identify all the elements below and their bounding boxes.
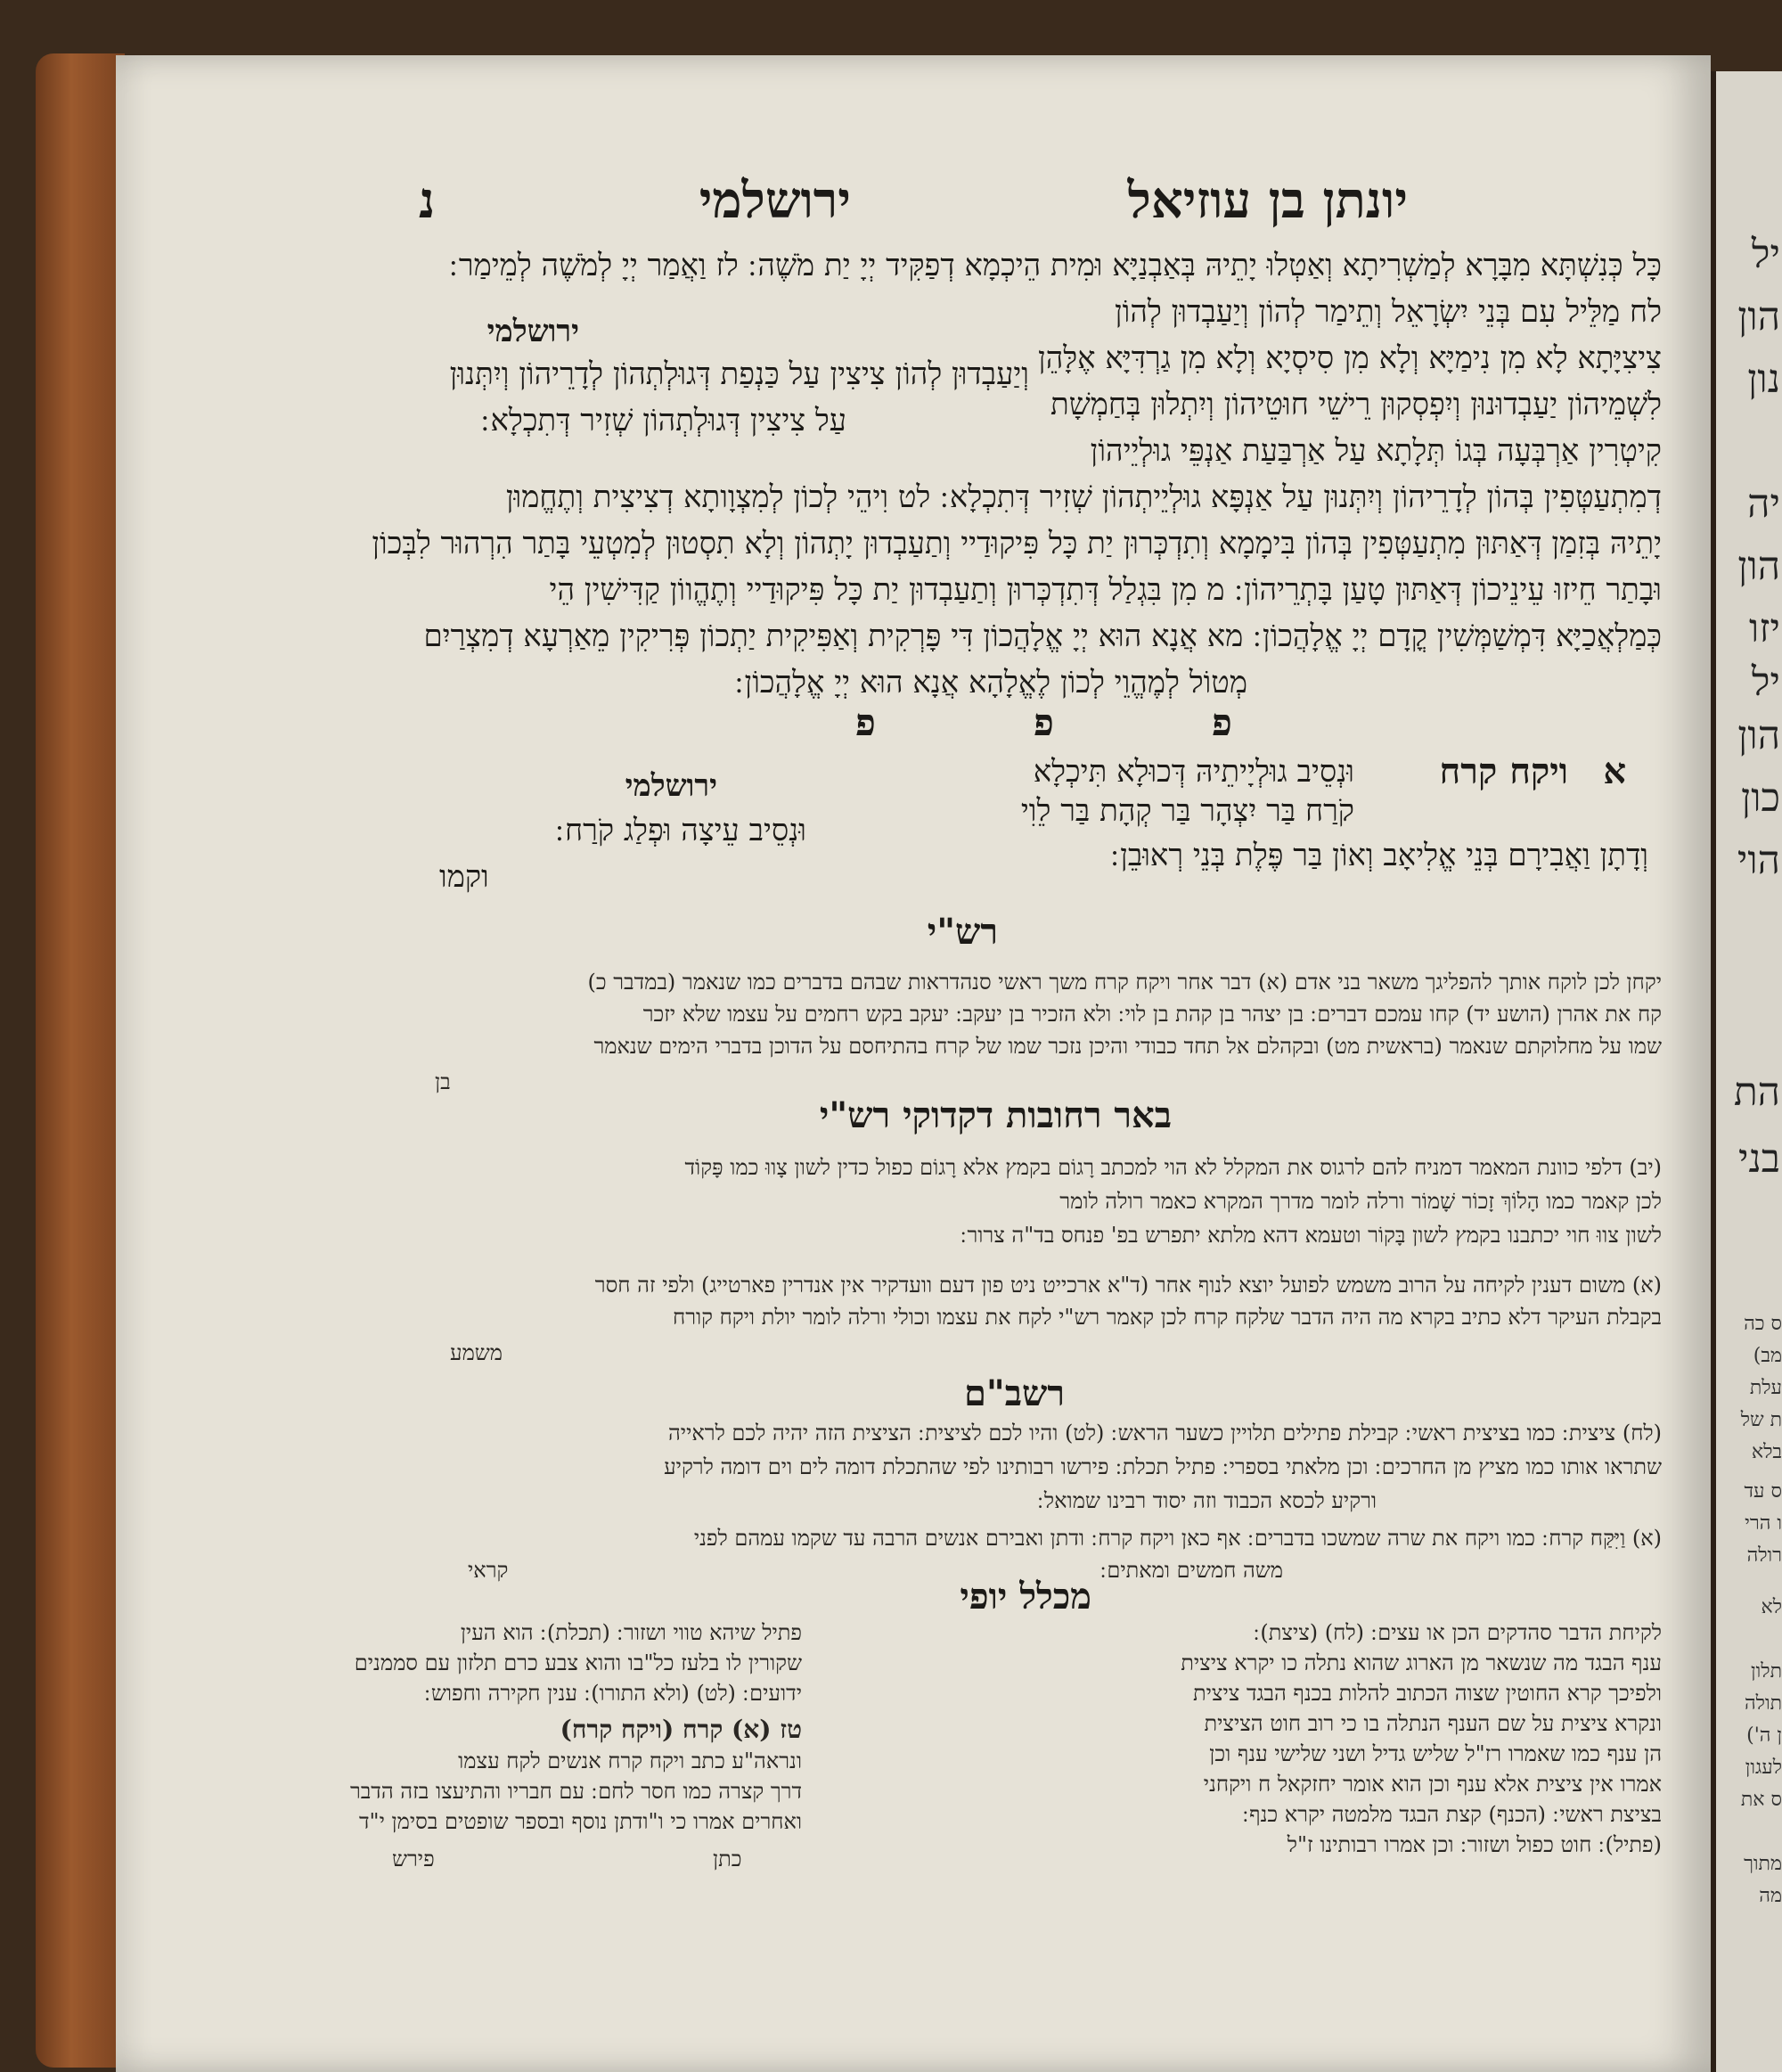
rashbam-line: משה חמשים ומאתים ׃ [1099,1558,1283,1583]
next-page-fragment: הת [1733,1069,1780,1115]
korach-catchword: וקמו [439,859,489,895]
parasha-mark: פ [855,700,876,744]
next-page-fragment: הון [1737,544,1780,589]
next-page-small: ס כה [1744,1313,1782,1335]
beer-catchword: משמע [450,1340,503,1365]
beer-line: (א) משום דענין לקיחה על הרוב משמש לפועל יוצא לנוף אחר (ד"א ארכייט ניט פון דעם וועדקיר אין אנדרין פארטייג) ולפי זה חסר [594,1273,1662,1298]
rashi-line: קח את אהרן (הושע יד) קחו עמכם דברים ׃ בן יצהר בן קהת בן לוי ׃ ולא הזכיר בן יעקב ׃ יעקב בקש רחמים על עצמו שלא יזכר [642,1002,1662,1027]
targum-line: יָתֵיהּ בְּזִמַן דְּאַתּוּן מִתְעַטְּפִין בְּהוֹן בִּימָמָא וְתִדְכְּרוּן יַת כָּל פִּיקוּדַיי וְתַעַבְדוּן יָתְהוֹן וְלָא תִסְטוּן לְמִטְעֵי בָּתַר הִרְהוּר לִבְּכוֹן [372,526,1662,561]
michlal-left-line: ונראה"ע כתב ויקח קרח אנשים לקח עצמו [458,1749,802,1773]
targum-line: כָּל כְּנִשְׁתָּא מִבָּרָא לְמַשְׁרִיתָא וְאַטְלוּ יָתֵיהּ בְּאַבְנַיָּא וּמִית הֵיכְמָא דְפַקִּיד יְיָ יַת מֹשֶׁה ׃ לז וַאֲמַר יְיָ לְמֹשֶׁה לְמֵימַר ׃ [449,248,1662,283]
next-page-small: לעגון [1745,1757,1782,1779]
next-page-fragment: בני [1737,1136,1780,1182]
next-page-fragment: הון [1737,294,1780,340]
michlal-left-line: דרך קצרה כמו חסר לחם ׃ עם חבריו והתיעצו בזה הדבר [349,1779,802,1804]
targum-line: דְמִתְעַטְּפִין בְּהוֹן לְדָרֵיהוֹן וְיִתְּנוּן עַל אַנְפָּא גוּלְיֵיתְהוֹן שְׁזִיר דְּתִכְלָא ׃ לט וִיהֵי לְכוֹן לְמִצְוָותָא דְצִיצִית וְתֶחֱמוּן [505,479,1662,515]
next-page-small: עלת [1749,1377,1782,1399]
parasha-mark: פ [1212,700,1232,744]
next-page-small: תלון [1751,1660,1782,1683]
michlal-right-line: ונקרא ציצית על שם הענף הנתלה בו כי רוב חוט הציצית [1204,1711,1662,1736]
page-number-letter: נ [419,171,436,230]
next-page-small: מב) [1753,1345,1782,1367]
next-page-fragment: יזו [1748,606,1780,651]
korach-line: וְדָתָן וַאֲבִירָם בְּנֵי אֱלִיאָב וְאוֹן בַּר פֶּלֶת בְּנֵי רְאוּבֵן ׃ [1110,838,1648,873]
beer-line: בקבלת העיקר דלא כתיב בקרא מה היה הדבר שלקח קרח לכן קאמר רש"י לקח את עצמו וכולי ורלה לומר יולת ויקח קורח [672,1305,1662,1330]
rashi-catchword: בן [435,1069,451,1094]
targum-line: וּבָתַר חֵיזוּ עֵינֵיכוֹן דְּאַתּוּן טָעַן בָּתְרֵיהוֹן ׃ מ מִן בִּגְלַל דְּתִדְכְּרוּן וְתַעַבְדוּן יַת כָּל פִּיקוּדַיי וְתֶהֱווֹן קַדִּישִׁין הֵי [549,572,1662,608]
next-page-small: ן ה') [1746,1724,1782,1747]
header-right-title: יונתן בן עוזיאל [1127,171,1408,230]
beer-line: לכן קאמר כמו הָלוֹךְ זָכוֹר שָׁמוֹר ורלה לומר מדרך המקרא כאמר רולה לומר [1059,1189,1662,1214]
next-page-fragment: כון [1741,775,1780,821]
next-page-fragment: נון [1747,356,1780,402]
targum-line: צִיצִיָּתָא לָא מִן נִימַיָּא וְלָא מִן סִיסְיָא וְלָא מִן גַרְדִּיָּא אֶלָּהֵן [1038,340,1662,376]
michlal-catchword: פירש [392,1847,435,1871]
korach-yerushalmi-label: ירושלמי [625,768,717,804]
michlal-left-line: שקורין לו בלעז כל"בו והוא צבע כרם תלזון עם סממנים [354,1650,802,1675]
korach-verse-number: א [1603,750,1626,792]
rashbam-line: (לח) ציצית ׃ כמו בציצית ראשי ׃ קבילת פתילים תלויין כשער הראש ׃ (לט) והיו לכם לציצית ׃ הציצית הזה יהיה לכם לראייה [667,1421,1662,1445]
michlal-right-line: ולפיכך קרא החוטין שצוה הכתוב להלות בכנף הבגד ציצית [1192,1681,1662,1706]
yerushalmi-line: וְיַעַבְדוּן לְהוֹן צִיצִין עַל כַּנְפַת דְּגוּלְתְהוֹן לְדָרֵיהוֹן וְיִתְּנוּן [449,356,1029,392]
rashi-line: יקחן לכן לוקח אותך להפליגך משאר בני אדם (א) דבר אחר ויקח קרח משך ראשי סנהדראות שבהם בדברים כמו שנאמר (במדבר כ) [587,970,1662,995]
targum-line: לח מַלֵּיל עִם בְּנֵי יִשְׂרָאֵל וְתֵימַר לְהוֹן וְיַעַבְדוּן לְהוֹן [1115,294,1662,330]
next-page-small: לא [1761,1596,1782,1618]
michlal-right-line: אמרו אין ציצית אלא ענף וכן הוא אומר יחזקאל ח ויקחני [1203,1772,1662,1797]
korach-line: וּנְסֵיב גוּלְיָיתֵיהּ דְּכוּלָא תִּיכְלָא [1033,754,1354,790]
book-cover-edge [36,53,125,2068]
next-page-fragment: הון [1737,713,1780,758]
michlal-left-line: פתיל שיהא טווי ושזור ׃ (תכלת) ׃ הוא העין [460,1620,802,1645]
michlal-left-line: טז (א) קרח (ויקח קרח) [560,1715,802,1744]
beer-line: לשון צווּ חוי יכתבנו בקמץ לשון בָּקוֹר וטעמא דהא מלתא יתפרש בפ' פנחס בד"ה צרור ׃ [960,1223,1662,1248]
michlal-right-line: ענף הבגד מה שנשאר מן הארוג שהוא נתלה כו יקרא ציצית [1181,1650,1662,1675]
rashbam-line: שתראו אותו כמו מציץ מן החרכים ׃ וכן מלאתי בספרי ׃ פתיל תכלת ׃ פירשו רבותינו לפי שהתכלת דומה לים וים דומה לרקיע [664,1454,1662,1479]
next-page-small: מה [1759,1885,1782,1907]
michlal-left-line: ואחרים אמרו כי ו"ודתן נוסף ובספר שופטים בסימן י"ד [359,1809,802,1834]
rashbam-line: ורקיע לכסא הכבוד וזה יסוד רבינו שמואל ׃ [1037,1488,1377,1513]
korach-yerushalmi-line: וּנְסֵיב עֵיצָה וּפְלַג קֹרַח ׃ [555,813,806,848]
next-page-small: ס עד [1744,1480,1782,1503]
next-page-small: ס את [1740,1789,1782,1811]
beer-line: (יב) דלפי כוונת המאמר דמניח להם לרגוס את המקלל לא הוי למכתב רָגוֹם בקמץ אלא רָגוֹם כפול כדין לשון צָווּ כמו פָּקוֹד [684,1155,1662,1180]
targum-line: כְּמַלְאֲכַיָּא דִּמְשַׁמְּשִׁין קֳדָם יְיָ אֱלָהֲכוֹן ׃ מא אֲנָא הוּא יְיָ אֱלָהֲכוֹן דִּי פָּרְקִית וְאַפִּיקִית יַתְכוֹן פְּרִיקִין מֵאַרְעָא דְמִצְרַיִם [423,618,1662,654]
next-page-small: רולה [1746,1544,1782,1567]
michlal-right-line: (פתיל) ׃ חוט כפול ושזור ׃ וכן אמרו רבותינו ז"ל [1287,1832,1662,1857]
michlal-right-line: הן ענף כמו שאמרו רז"ל שליש גדיל ושני שלישי ענף וכן [1209,1741,1662,1766]
beer-title: באר רחובות דקדוקי רש"י [819,1094,1172,1136]
next-page-fragment: יה [1747,481,1780,527]
rashbam-line: (א) וַיִּקַּח קרח ׃ כמו ויקח את שרה שמשכו בדברים ׃ אף כאן ויקח קרח ׃ ודתן ואבירם אנשים הרבה עד שקמו עמהם לפני [693,1526,1662,1551]
michlal-left-line: ידועים ׃ (לט) (ולא התורו) ׃ ענין חקירה וחפוש ׃ [424,1681,802,1706]
parasha-mark: פ [1034,700,1054,744]
header-left-title: ירושלמי [699,171,851,230]
michlal-right-line: לקיחת הדבר סהדקים הכן או עצים ׃ (לח) (ציצת) ׃ [1253,1620,1662,1645]
targum-line: לִשְׁמֵיהוֹן יַעַבְדוּנוּן וְיִפְסְקוּן רֵישֵׁי חוּטֵיהוֹן וְיִתְלוּן בְּחַמְשָׁת [1050,387,1662,422]
michlal-catchword: כתן [713,1847,742,1871]
michlal-right-line: בציצת ראשי ׃ (הכנף) קצת הבגד מלמטה יקרא כנף ׃ [1242,1802,1662,1827]
next-page-small: ת של [1740,1409,1782,1431]
yerushalmi-line: עַל צִיצִין דְּגוּלְתְהוֹן שְׁזִיר דְּתִכְלָא ׃ [480,403,846,438]
rashbam-catchword: קראי [468,1558,509,1583]
next-page-small: ו הרי [1745,1512,1782,1535]
rashbam-title: רשב"ם [963,1372,1065,1414]
next-page-fragment: יל [1751,659,1780,705]
next-page-edge [1711,71,1782,2072]
michlal-title: מכלל יופי [960,1576,1091,1617]
yerushalmi-label: ירושלמי [486,314,579,349]
targum-line: מְטוֹל לְמֶהֱוֵי לְכוֹן לֶאֱלָהָא אֲנָא הוּא יְיָ אֱלָהֲכוֹן ׃ [734,665,1247,700]
next-page-small: בלא [1751,1441,1782,1463]
rashi-line: שמו על מחלוקתם שנאמר (בראשית מט) ובקהלם אל תחד כבודי והיכן נזכר שמו של קרח בהתיחסם על הדוכן בדברי הימים שנאמר [593,1034,1662,1059]
rashi-title: רש"י [927,911,998,953]
targum-line: קִיטְרִין אַרְבְּעָה בְּגוֹ תְּלָתָא עַל אַרְבַּעַת אַנְפֵּי גוּלְיֵיהוֹן [1090,433,1662,469]
next-page-fragment: יל [1751,232,1780,277]
next-page-small: מתוך [1744,1853,1782,1875]
next-page-fragment: הוי [1737,838,1780,883]
next-page-small: תולה [1745,1692,1782,1715]
korach-line: קֹרַח בַּר יִצְהָר בַּר קְהָת בַּר לֵוִי [1020,793,1354,829]
korach-heading: ויקח קרח [1439,750,1568,792]
